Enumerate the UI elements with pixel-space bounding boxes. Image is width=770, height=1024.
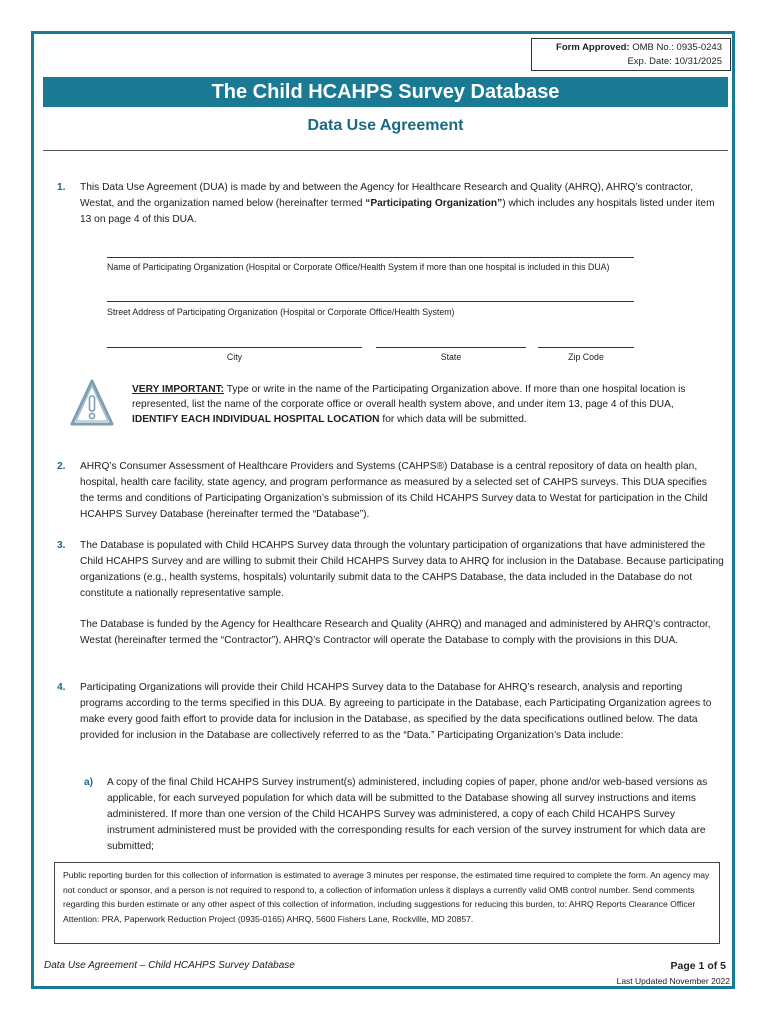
burden-statement-box (54, 862, 720, 944)
last-updated: Last Updated November 2022 (616, 976, 730, 986)
warning-bold: IDENTIFY EACH INDIVIDUAL HOSPITAL LOCATION (132, 414, 380, 425)
section-3-para2: The Database is funded by the Agency for Healthcare Research and Quality (AHRQ) and managed and administered by AHRQ’s contractor, Westat (hereinafter termed the “Contractor”). AHRQ’s Contractor will operate the Database to comply with the provisions in this DUA. (80, 619, 711, 646)
warning-text-b: for which data will be submitted. (379, 414, 527, 425)
city-label: City (226, 352, 243, 362)
burden-text: Public reporting burden for this collection of information is estimated to average 3 minutes per response, the estimated time required to complete the form. An agency may not conduct or sponsor, and a person is not required to respond to, a collection of information unless it displays a currently valid OMB control number. Send comments regarding this burden estimate or any other aspect of this collection of information, including suggestions for reducing this burden, to: AHRQ Reports Clearance Officer Attention: PRA, Paperwork Reduction Project (0935-0165) AHRQ, 5600 Fishers Lane, Rockville, MD 20857. (63, 870, 710, 924)
zip-label: Zip Code (568, 352, 604, 362)
warning-lead: VERY IMPORTANT: (132, 384, 225, 395)
omb-number: OMB No.: 0935-0243 (632, 42, 722, 53)
page-subtitle: Data Use Agreement (307, 117, 464, 134)
omb-approved-label: Form Approved: (556, 42, 630, 53)
title-divider (43, 150, 728, 151)
omb-approval-box (531, 38, 731, 71)
section-3-para1: The Database is populated with Child HCAHPS Survey data through the voluntary participation of organizations that have administered the Child HCAHPS Survey and are willing to submit their Child HCAHPS Survey data to AHRQ for inclusion in the Database. Because participating organizations (e.g., health systems, hospitals) voluntarily submit data to the CAHPS Database, the data included in the Database do not constitute a nationally representative sample. (80, 540, 724, 599)
state-label: State (440, 352, 462, 362)
zip-field[interactable] (538, 347, 634, 348)
section-1-bold: “Participating Organization” (365, 198, 503, 209)
footer-document-title: Data Use Agreement – Child HCAHPS Survey Database (44, 960, 295, 971)
section-2-number: 2. (57, 461, 66, 472)
warning-triangle-icon (69, 378, 115, 428)
page-number: Page 1 of 5 (670, 960, 726, 972)
section-4-number: 4. (57, 682, 66, 693)
address-field[interactable] (107, 301, 634, 302)
state-field[interactable] (376, 347, 526, 348)
section-1-text (80, 180, 725, 228)
section-2-text: AHRQ’s Consumer Assessment of Healthcare Providers and Systems (CAHPS®) Database is a central repository of data on health plan, hospital, health care facility, state agency, and program performance as measured by a selected set of CAHPS surveys. This DUA specifies the terms and conditions of Participating Organization’s submission of its Child HCAHPS Survey data to Westat for participation in the Child HCAHPS Survey Database (hereinafter termed the “Database”). (80, 461, 708, 520)
org-name-label: Name of Participating Organization (Hospital or Corporate Office/Health System if more than one hospital is included in this DUA) (107, 262, 610, 272)
omb-exp-date: Exp. Date: 10/31/2025 (627, 56, 722, 67)
section-1-text-b: ) which includes any hospitals listed under item 13 on page 4 of this DUA. (80, 198, 715, 225)
item-a-text: A copy of the final Child HCAHPS Survey instrument(s) administered, including copies of paper, phone and/or web-based versions as applicable, for each surveyed population for which data will be submitted to the Database showing all survey instructions and items administered. If more than one version of the Child HCAHPS Survey was administered, a copy of each Child HCAHPS Survey instrument administered must be provided with the corresponding results for each version of the survey instrument for which data are submitted; (107, 777, 708, 852)
section-4-text: Participating Organizations will provide their Child HCAHPS Survey data to the Database for AHRQ’s research, analysis and reporting programs according to the terms specified in this DUA. By agreeing to participate in the Database, each Participating Organization agrees to make every good faith effort to provide data for inclusion in the Database, as specified by the data specifications outlined below. The data provided for inclusion in the Database are collectively referred to as the “Data.” Participating Organization’s Data include: (80, 682, 712, 741)
section-1-text-a: This Data Use Agreement (DUA) is made by and between the Agency for Healthcare Research and Quality (AHRQ), AHRQ’s contractor, Westat, and the organization named below (hereinafter termed (80, 182, 694, 209)
city-field[interactable] (107, 347, 362, 348)
section-3-number: 3. (57, 540, 66, 551)
org-name-field[interactable] (107, 257, 634, 258)
item-a-label: a) (84, 777, 94, 788)
page-title: The Child HCAHPS Survey Database (43, 77, 728, 107)
warning-text (132, 382, 692, 427)
address-label: Street Address of Participating Organization (Hospital or Corporate Office/Health System) (107, 307, 455, 317)
section-1-number: 1. (57, 182, 66, 193)
warning-text-a: Type or write in the name of the Participating Organization above. If more than one hospital location is represented, list the name of the corporate office or overall health system above, and under item 13, page 4 of this DUA, (132, 384, 686, 410)
